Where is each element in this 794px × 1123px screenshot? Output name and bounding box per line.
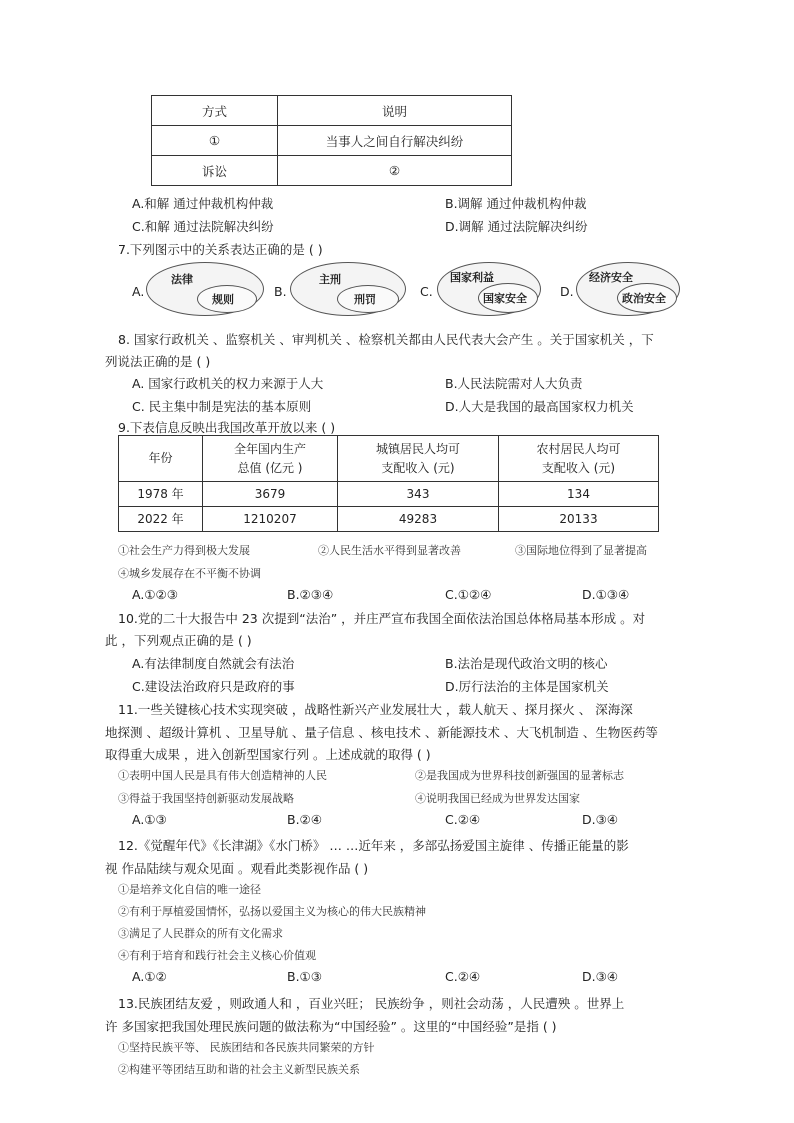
venn-inner-ellipse [617, 283, 677, 313]
q13-line1: 13.民族团结友爱 ，则政通人和 ，百业兴旺； 民族纷争 ，则社会动荡 ，人民遭殃 。世界上 [118, 996, 625, 1011]
header-line: 城镇居民人均可 [375, 441, 460, 456]
q12-line1: 12.《觉醒年代》《长津湖》《水门桥》 … …近年来 ，多部弘扬爱国主旋律 、传播正能量的影 [118, 838, 629, 853]
q6-option-d: D.调解 通过法院解决纠纷 [445, 219, 588, 234]
q11-statement-3: ③得益于我国坚持创新驱动发展战略 [118, 792, 294, 805]
q12-statement-4: ④有利于培育和践行社会主义核心价值观 [118, 949, 316, 962]
table-header-cell: 方式 [152, 96, 278, 126]
header-line: 总值 (亿元 ) [237, 460, 303, 475]
q12-line2: 视 作品陆续与观众见面 。观看此类影视作品 ( ) [105, 861, 369, 876]
q11-statement-4: ④说明我国已经成为世界发达国家 [415, 792, 580, 805]
q9-option-a: A.①②③ [132, 587, 178, 602]
q11-option-b: B.②④ [287, 812, 322, 827]
table-header-cell [203, 436, 338, 482]
q12-statement-3: ③满足了人民群众的所有文化需求 [118, 927, 283, 940]
q10-option-d: D.厉行法治的主体是国家机关 [445, 679, 609, 694]
venn-inner-ellipse [337, 285, 399, 313]
table-cell: 49283 [338, 507, 499, 532]
q9-statement-3: ③国际地位得到了显著提高 [515, 544, 647, 557]
table-cell: 当事人之间自行解决纠纷 [278, 126, 512, 156]
table-header-cell [499, 436, 659, 482]
venn-outer-label: 经济安全 [589, 271, 633, 284]
venn-inner-label: 国家安全 [483, 292, 527, 305]
q10-option-b: B.法治是现代政治文明的核心 [445, 656, 608, 671]
header-line: 全年国内生产 [233, 441, 306, 456]
q13-line2: 许 多国家把我国处理民族问题的做法称为“中国经验” 。这里的“中国经验”是指 ( ) [105, 1019, 557, 1034]
table-row [119, 482, 659, 507]
q11-option-c: C.②④ [445, 812, 481, 827]
venn-inner-label: 规则 [212, 293, 234, 306]
q8-option-a: A. 国家行政机关的权力来源于人大 [132, 376, 324, 391]
q7-stem: 7.下列图示中的关系表达正确的是 ( ) [118, 242, 323, 257]
table-header-cell [338, 436, 499, 482]
table-cell: ① [152, 126, 278, 156]
q9-option-c: C.①②④ [445, 587, 492, 602]
q8-line1: 8. 国家行政机关 、监察机关 、审判机关 、检察机关都由人民代表大会产生 。关于国家机关 ，下 [118, 332, 654, 347]
venn-outer-label: 法律 [171, 273, 193, 286]
q10-line1: 10.党的二十大报告中 23 次提到“法治” ，并庄严宣布我国全面依法治国总体格局基本形成 。对 [118, 611, 646, 626]
table-cell: 2022 年 [119, 507, 203, 532]
table-cell: 20133 [499, 507, 659, 532]
q12-option-d: D.③④ [582, 969, 619, 984]
q7-diagram-a [146, 262, 264, 316]
table-cell: 1210207 [203, 507, 338, 532]
q11-statement-1: ①表明中国人民是具有伟大创造精神的人民 [118, 769, 327, 782]
q9-option-d: D.①③④ [582, 587, 630, 602]
table-cell: 343 [338, 482, 499, 507]
venn-inner-label: 刑罚 [354, 293, 376, 306]
venn-inner-ellipse [197, 285, 257, 313]
q7-letter-c: C. [420, 284, 433, 299]
header-line: 农村居民人均可 [536, 441, 621, 456]
q12-option-c: C.②④ [445, 969, 481, 984]
header-line: 支配收入 (元) [541, 460, 616, 475]
table-header-cell: 说明 [278, 96, 512, 126]
venn-inner-label: 政治安全 [622, 292, 666, 305]
q7-diagram-d [576, 262, 680, 316]
table-cell: 134 [499, 482, 659, 507]
q6-option-a: A.和解 通过仲裁机构仲裁 [132, 196, 274, 211]
q6-option-c: C.和解 通过法院解决纠纷 [132, 219, 274, 234]
q12-statement-2: ②有利于厚植爱国情怀，弘扬以爱国主义为核心的伟大民族精神 [118, 905, 426, 918]
q7-letter-d: D. [560, 284, 574, 299]
table-cell: ② [278, 156, 512, 186]
q11-option-a: A.①③ [132, 812, 167, 827]
q7-diagram-c [437, 262, 541, 316]
q7-letter-a: A. [132, 284, 145, 299]
q8-option-c: C. 民主集中制是宪法的基本原则 [132, 399, 312, 414]
table-cell: 诉讼 [152, 156, 278, 186]
table-header-cell: 年份 [119, 436, 203, 482]
q9-statement-2: ②人民生活水平得到显著改善 [318, 544, 461, 557]
q6-option-b: B.调解 通过仲裁机构仲裁 [445, 196, 587, 211]
q9-statement-4: ④城乡发展存在不平衡不协调 [118, 567, 261, 580]
venn-outer-label: 国家利益 [450, 271, 494, 284]
q11-option-d: D.③④ [582, 812, 619, 827]
q12-statement-1: ①是培养文化自信的唯一途径 [118, 883, 261, 896]
table-cell: 1978 年 [119, 482, 203, 507]
q11-line1: 11.一些关键核心技术实现突破 ，战略性新兴产业发展壮大 ，载人航天 、探月探火 、 深海深 [118, 702, 633, 717]
venn-inner-ellipse [478, 283, 538, 313]
q11-statement-2: ②是我国成为世界科技创新强国的显著标志 [415, 769, 624, 782]
q11-line3: 取得重大成果 ，进入创新型国家行列 。上述成就的取得 ( ) [105, 747, 431, 762]
q10-option-a: A.有法律制度自然就会有法治 [132, 656, 295, 671]
q12-option-a: A.①② [132, 969, 167, 984]
table-cell: 3679 [203, 482, 338, 507]
q13-statement-2: ②构建平等团结互助和谐的社会主义新型民族关系 [118, 1063, 360, 1076]
q13-statement-1: ①坚持民族平等、 民族团结和各民族共同繁荣的方针 [118, 1041, 375, 1054]
q7-letter-b: B. [274, 284, 287, 299]
income-table [118, 435, 659, 532]
q12-option-b: B.①③ [287, 969, 322, 984]
header-line: 支配收入 (元) [381, 460, 455, 475]
q9-stem: 9.下表信息反映出我国改革开放以来 ( ) [118, 420, 336, 435]
q8-option-d: D.人大是我国的最高国家权力机关 [445, 399, 634, 414]
table-row [119, 507, 659, 532]
q10-line2: 此 ，下列观点正确的是 ( ) [105, 633, 252, 648]
q9-statement-1: ①社会生产力得到极大发展 [118, 544, 250, 557]
venn-outer-label: 主刑 [319, 273, 341, 286]
q8-option-b: B.人民法院需对人大负责 [445, 376, 583, 391]
q9-option-b: B.②③④ [287, 587, 334, 602]
dispute-table [151, 95, 512, 186]
q8-line2: 列说法正确的是 ( ) [105, 354, 211, 369]
q11-line2: 地探测 、超级计算机 、卫星导航 、量子信息 、核电技术 、新能源技术 、大飞机制造 、生物医药等 [105, 725, 658, 740]
q10-option-c: C.建设法治政府只是政府的事 [132, 679, 295, 694]
q7-diagram-b [290, 262, 406, 316]
